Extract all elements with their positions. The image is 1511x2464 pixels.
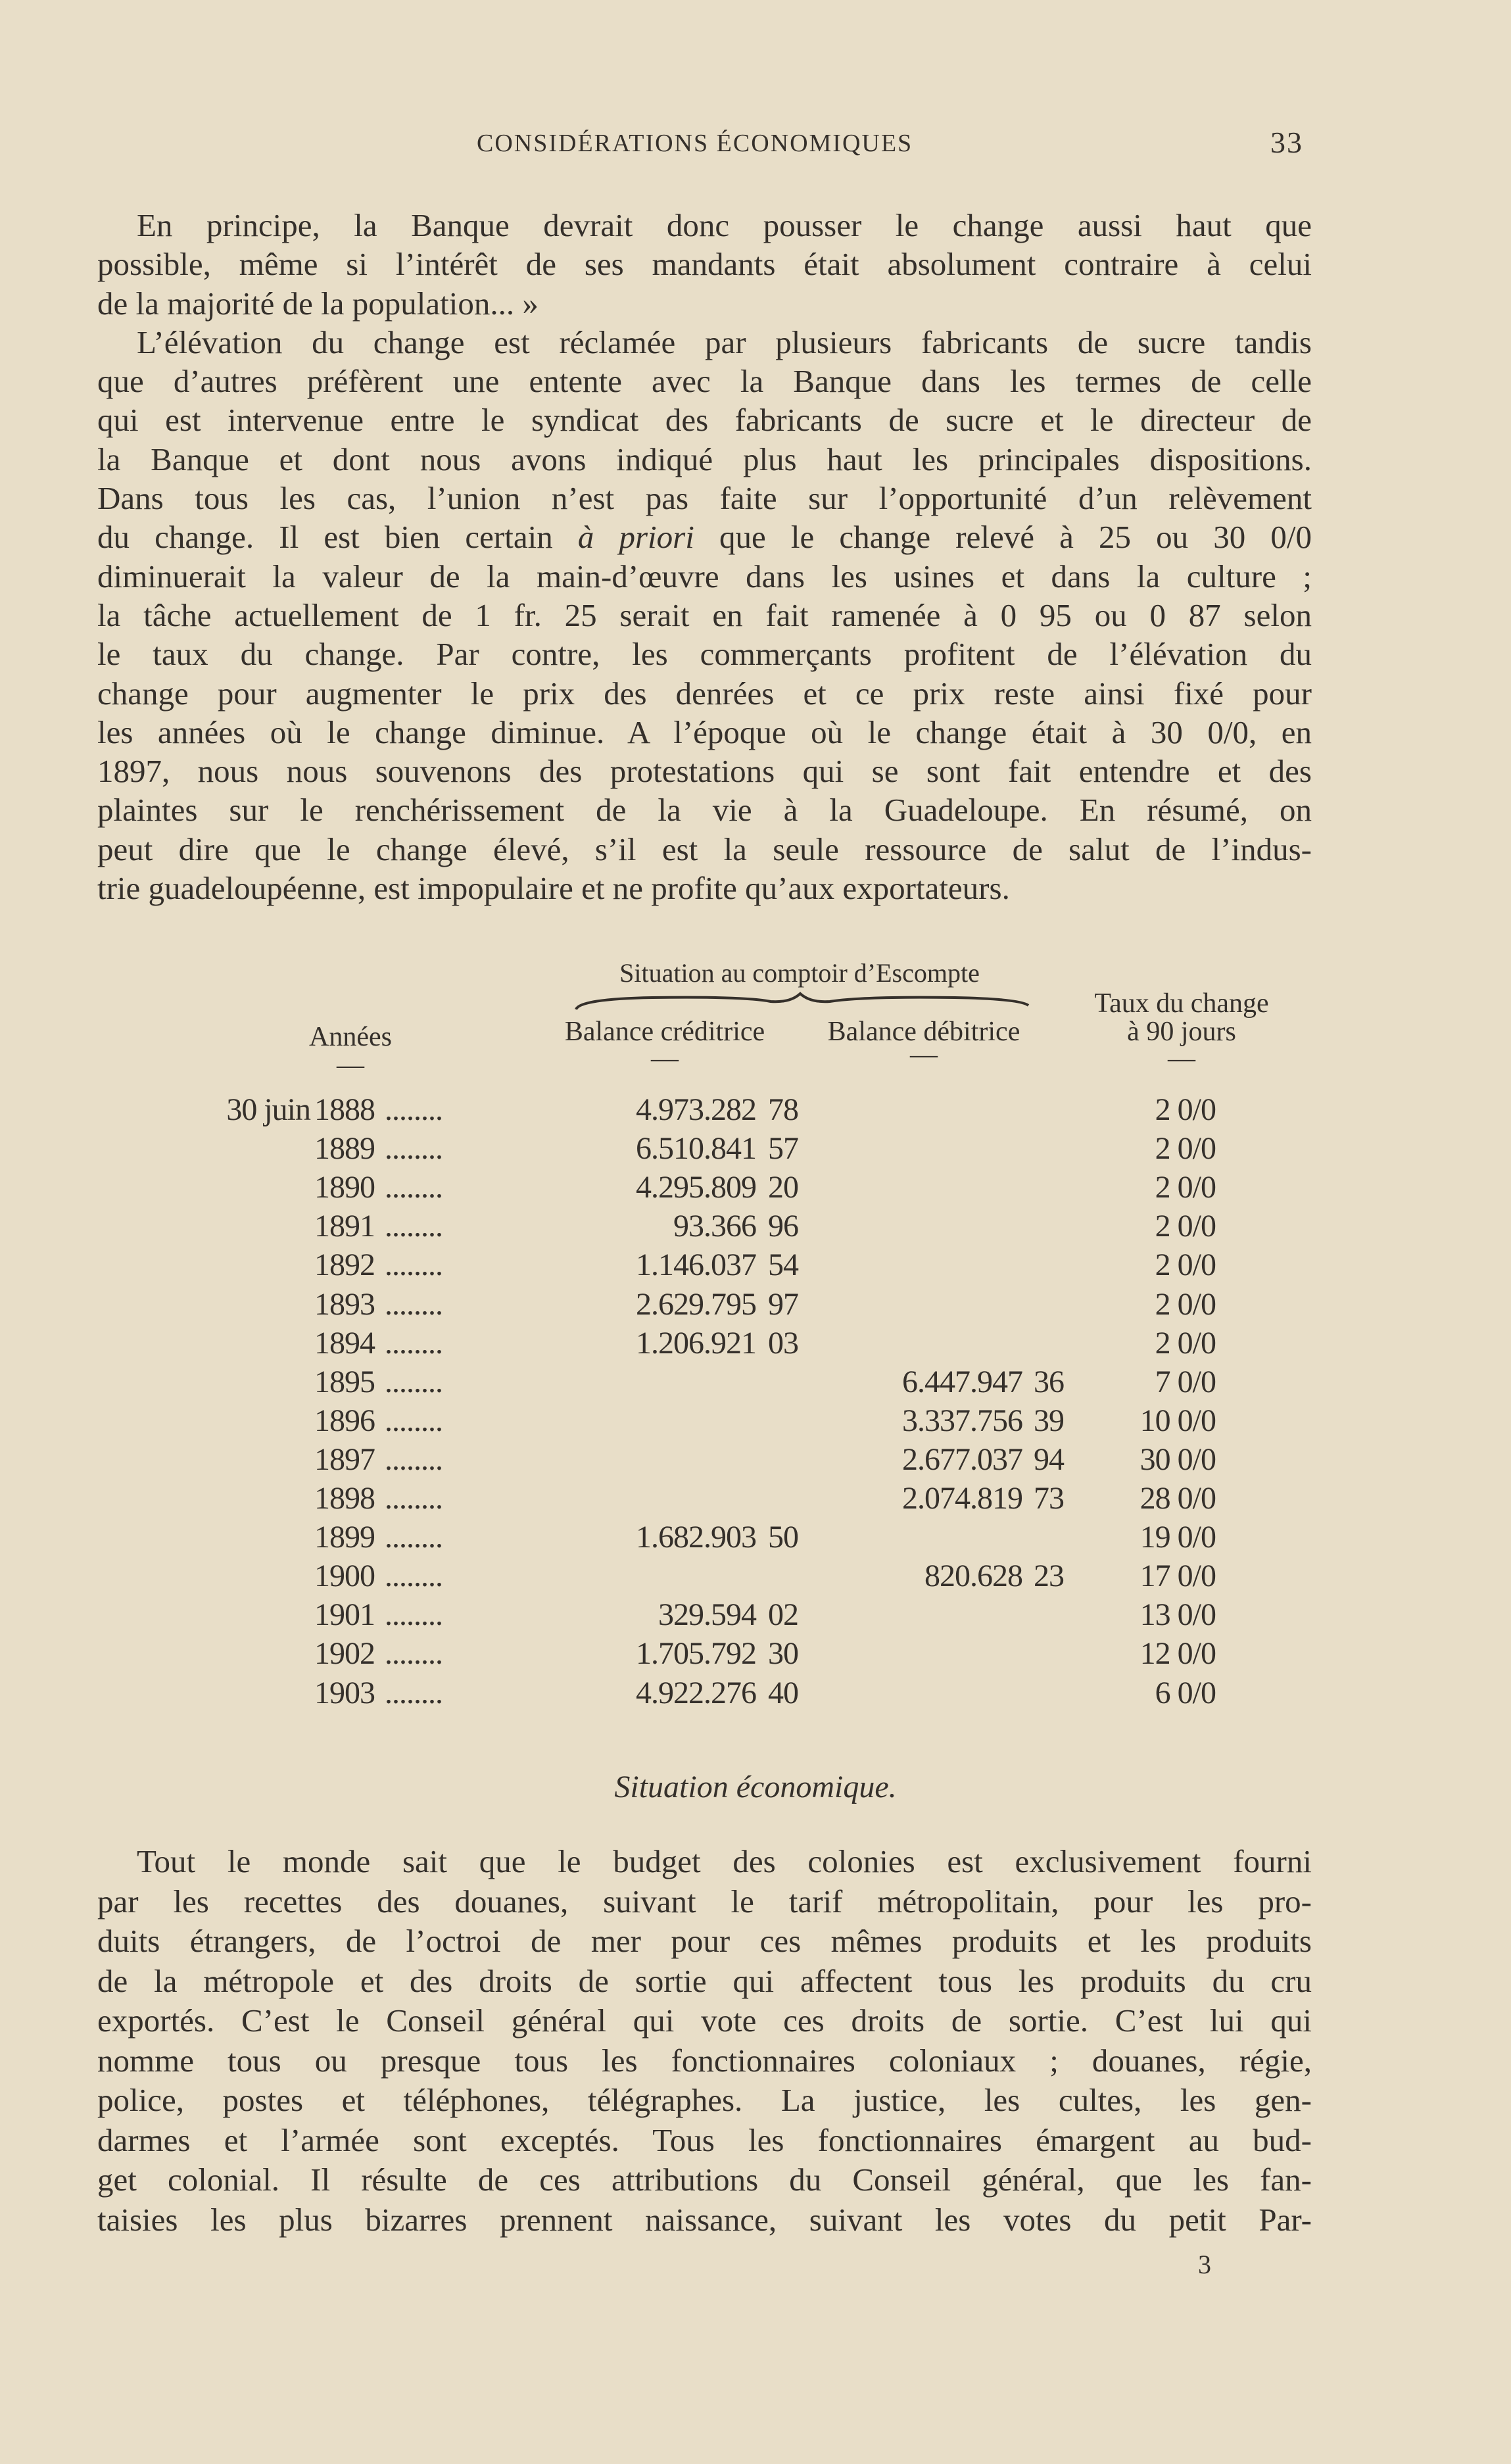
rate-cell: 13 0/0 bbox=[1139, 1597, 1216, 1633]
year-cell: 1902 bbox=[314, 1636, 375, 1672]
text-line: le taux du change. Par contre, les commerçants profitent de l’élévation du bbox=[97, 636, 1312, 673]
table-row bbox=[0, 1440, 1511, 1479]
table-row bbox=[0, 1518, 1511, 1557]
dots-cell: ........ bbox=[385, 1597, 443, 1633]
dots-cell: ........ bbox=[385, 1364, 443, 1399]
credit-cell: 1.682.903 bbox=[636, 1520, 756, 1555]
text-line: diminuerait la valeur de la main-d’œuvre dans les usines et dans la culture ; bbox=[97, 558, 1312, 594]
dots-cell: ........ bbox=[385, 1441, 443, 1477]
debit-cell: 3.337.756 bbox=[902, 1403, 1022, 1438]
table-row bbox=[0, 1285, 1511, 1324]
year-cell: 1903 bbox=[314, 1675, 375, 1710]
dots-cell: ........ bbox=[385, 1209, 443, 1244]
page-number: 33 bbox=[1270, 126, 1303, 159]
credit-cell: 4.295.809 bbox=[636, 1170, 756, 1205]
text-line: par les recettes des douanes, suivant le tarif métropolitain, pour les pro- bbox=[97, 1883, 1312, 1920]
rate-cell: 2 0/0 bbox=[1155, 1170, 1216, 1205]
paragraph-1 bbox=[97, 206, 1312, 907]
text-line: get colonial. Il résulte de ces attributions du Conseil général, que les fan- bbox=[97, 2162, 1312, 2198]
year-cell: 1890 bbox=[314, 1170, 375, 1205]
text-line: la Banque et dont nous avons indiqué plus haut les principales dispositions. bbox=[97, 441, 1312, 477]
table-row bbox=[0, 1557, 1511, 1595]
credit-cell: 329.594 bbox=[658, 1597, 756, 1633]
text-line: de la majorité de la population... » bbox=[97, 285, 539, 322]
debit-cents-cell: 39 bbox=[1034, 1403, 1064, 1438]
year-cell: 1891 bbox=[314, 1209, 375, 1244]
dots-cell: ........ bbox=[385, 1481, 443, 1516]
running-title: CONSIDÉRATIONS ÉCONOMIQUES bbox=[477, 130, 913, 157]
dots-cell: ........ bbox=[385, 1325, 443, 1361]
table-row bbox=[0, 1479, 1511, 1518]
dots-cell: ........ bbox=[385, 1170, 443, 1205]
table-row bbox=[0, 1363, 1511, 1401]
year-cell: 1892 bbox=[314, 1247, 375, 1283]
rate-cell: 6 0/0 bbox=[1155, 1675, 1216, 1710]
debit-cell: 2.677.037 bbox=[902, 1441, 1022, 1477]
year-cell: 1897 bbox=[314, 1441, 375, 1477]
text-line: les années où le change diminue. A l’époque où le change était à 30 0/0, en bbox=[97, 713, 1312, 750]
debit-cents-cell: 73 bbox=[1034, 1481, 1064, 1516]
text-line: exportés. C’est le Conseil général qui vote ces droits de sortie. C’est lui qui bbox=[97, 2002, 1312, 2039]
credit-cents-cell: 57 bbox=[768, 1131, 798, 1167]
debit-cell: 820.628 bbox=[924, 1558, 1022, 1594]
dots-cell: ........ bbox=[385, 1247, 443, 1283]
text-line: L’élévation du change est réclamée par plusieurs fabricants de sucre tandis bbox=[137, 324, 1312, 360]
column-dash: — bbox=[337, 1050, 364, 1080]
text-line: peut dire que le change élevé, s’il est la seule ressource de salut de l’indus- bbox=[97, 831, 1312, 867]
column-header-credit: Balance créditrice bbox=[564, 1017, 765, 1047]
credit-cell: 1.146.037 bbox=[636, 1247, 756, 1283]
column-dash: — bbox=[651, 1044, 679, 1074]
credit-cents-cell: 02 bbox=[768, 1597, 798, 1633]
rate-cell: 19 0/0 bbox=[1139, 1520, 1216, 1555]
rate-cell: 2 0/0 bbox=[1155, 1286, 1216, 1322]
credit-cents-cell: 03 bbox=[768, 1325, 798, 1361]
rate-cell: 2 0/0 bbox=[1155, 1247, 1216, 1283]
text-line: que d’autres préfèrent une entente avec la Banque dans les termes de celle bbox=[97, 363, 1312, 400]
credit-cents-cell: 20 bbox=[768, 1170, 798, 1205]
rate-cell: 28 0/0 bbox=[1139, 1481, 1216, 1516]
dots-cell: ........ bbox=[385, 1286, 443, 1322]
text-line: 1897, nous nous souvenons des protestations qui se sont fait entendre et des bbox=[97, 753, 1312, 790]
text-line: plaintes sur le renchérissement de la vie à la Guadeloupe. En résumé, on bbox=[97, 792, 1312, 829]
column-header-rate: Taux du change bbox=[1094, 988, 1269, 1019]
year-cell: 1894 bbox=[314, 1325, 375, 1361]
column-header-years: Années bbox=[309, 1022, 392, 1052]
credit-cell: 4.922.276 bbox=[636, 1675, 756, 1710]
debit-cents-cell: 23 bbox=[1034, 1558, 1064, 1594]
debit-cents-cell: 94 bbox=[1034, 1441, 1064, 1477]
text-segment: du change. Il est bien certain bbox=[97, 519, 578, 556]
text-line: duits étrangers, de l’octroi de mer pour ces mêmes produits et les produits bbox=[97, 1923, 1312, 1959]
signature-mark: 3 bbox=[1198, 2250, 1211, 2279]
text-line: la tâche actuellement de 1 fr. 25 serait en fait ramenée à 0 95 ou 0 87 selon bbox=[97, 596, 1312, 633]
rate-cell: 10 0/0 bbox=[1139, 1403, 1216, 1438]
text-line: En principe, la Banque devrait donc pousser le change aussi haut que bbox=[137, 207, 1312, 243]
year-cell: 1889 bbox=[314, 1131, 375, 1167]
year-cell: 1896 bbox=[314, 1403, 375, 1438]
rate-cell: 2 0/0 bbox=[1155, 1092, 1216, 1127]
table-row bbox=[0, 1324, 1511, 1363]
debit-cell: 2.074.819 bbox=[902, 1481, 1022, 1516]
prefix-cell: 30 juin bbox=[226, 1092, 310, 1127]
dots-cell: ........ bbox=[385, 1520, 443, 1555]
year-cell: 1895 bbox=[314, 1364, 375, 1399]
text-line: de la métropole et des droits de sortie qui affectent tous les produits du cru bbox=[97, 1962, 1312, 1999]
text-line: possible, même si l’intérêt de ses mandants était absolument contraire à celui bbox=[97, 246, 1312, 283]
table-row bbox=[0, 1090, 1511, 1129]
year-cell: 1899 bbox=[314, 1520, 375, 1555]
rate-cell: 2 0/0 bbox=[1155, 1209, 1216, 1244]
debit-cents-cell: 36 bbox=[1034, 1364, 1064, 1399]
credit-cents-cell: 40 bbox=[768, 1675, 798, 1710]
table-row bbox=[0, 1634, 1511, 1673]
credit-cents-cell: 78 bbox=[768, 1092, 798, 1127]
dots-cell: ........ bbox=[385, 1675, 443, 1710]
italic-phrase: à priori bbox=[577, 519, 694, 556]
text-line: Dans tous les cas, l’union n’est pas faite sur l’opportunité d’un relèvement bbox=[97, 480, 1312, 517]
credit-cents-cell: 50 bbox=[768, 1520, 798, 1555]
rate-cell: 7 0/0 bbox=[1155, 1364, 1216, 1399]
text-line: change pour augmenter le prix des denrées et ce prix reste ainsi fixé pour bbox=[97, 675, 1312, 712]
column-header-debit: Balance débitrice bbox=[827, 1017, 1020, 1047]
text-line: qui est intervenue entre le syndicat des fabricants de sucre et le directeur de bbox=[97, 402, 1312, 439]
column-dash: — bbox=[910, 1040, 938, 1070]
year-cell: 1900 bbox=[314, 1558, 375, 1594]
rate-cell: 2 0/0 bbox=[1155, 1325, 1216, 1361]
year-cell: 1888 bbox=[314, 1092, 375, 1127]
text-line: taisies les plus bizarres prennent naissance, suivant les votes du petit Par- bbox=[97, 2201, 1312, 2238]
year-cell: 1901 bbox=[314, 1597, 375, 1633]
section-title: Situation économique. bbox=[614, 1770, 897, 1804]
credit-cents-cell: 54 bbox=[768, 1247, 798, 1283]
dots-cell: ........ bbox=[385, 1092, 443, 1127]
credit-cell: 1.705.792 bbox=[636, 1636, 756, 1672]
paragraph-2 bbox=[97, 1842, 1312, 2240]
credit-cents-cell: 96 bbox=[768, 1209, 798, 1244]
text-line: darmes et l’armée sont exceptés. Tous les fonctionnaires émargent au bud- bbox=[97, 2121, 1312, 2158]
dots-cell: ........ bbox=[385, 1558, 443, 1594]
dots-cell: ........ bbox=[385, 1636, 443, 1672]
text-line: nomme tous ou presque tous les fonctionnaires coloniaux ; douanes, régie, bbox=[97, 2042, 1312, 2079]
rate-cell: 2 0/0 bbox=[1155, 1131, 1216, 1167]
rate-cell: 12 0/0 bbox=[1139, 1636, 1216, 1672]
text-line: Tout le monde sait que le budget des colonies est exclusivement fourni bbox=[137, 1843, 1312, 1879]
credit-cents-cell: 30 bbox=[768, 1636, 798, 1672]
year-cell: 1893 bbox=[314, 1286, 375, 1322]
table-row bbox=[0, 1595, 1511, 1634]
text-segment: que le change relevé à 25 ou 30 0/0 bbox=[694, 519, 1312, 556]
credit-cell: 93.366 bbox=[673, 1209, 756, 1244]
table-row bbox=[0, 1129, 1511, 1168]
credit-cell: 6.510.841 bbox=[636, 1131, 756, 1167]
debit-cell: 6.447.947 bbox=[902, 1364, 1022, 1399]
text-line: police, postes et téléphones, télégraphes. La justice, les cultes, les gen- bbox=[97, 2082, 1312, 2118]
credit-cell: 4.973.282 bbox=[636, 1092, 756, 1127]
table-row bbox=[0, 1674, 1511, 1712]
credit-cents-cell: 97 bbox=[768, 1286, 798, 1322]
credit-cell: 1.206.921 bbox=[636, 1325, 756, 1361]
table-row bbox=[0, 1207, 1511, 1245]
rate-cell: 30 0/0 bbox=[1139, 1441, 1216, 1477]
brace-icon bbox=[573, 990, 1034, 1016]
table-row bbox=[0, 1245, 1511, 1284]
rate-cell: 17 0/0 bbox=[1139, 1558, 1216, 1594]
dots-cell: ........ bbox=[385, 1131, 443, 1167]
year-cell: 1898 bbox=[314, 1481, 375, 1516]
credit-cell: 2.629.795 bbox=[636, 1286, 756, 1322]
text-line bbox=[97, 518, 1312, 556]
table-row bbox=[0, 1401, 1511, 1440]
dots-cell: ........ bbox=[385, 1403, 443, 1438]
table-row bbox=[0, 1168, 1511, 1207]
text-line: trie guadeloupéenne, est impopulaire et ne profite qu’aux exportateurs. bbox=[97, 870, 1010, 907]
column-dash: — bbox=[1168, 1044, 1195, 1074]
group-header: Situation au comptoir d’Escompte bbox=[619, 958, 980, 988]
column-header-rate-sub: à 90 jours bbox=[1127, 1017, 1236, 1047]
